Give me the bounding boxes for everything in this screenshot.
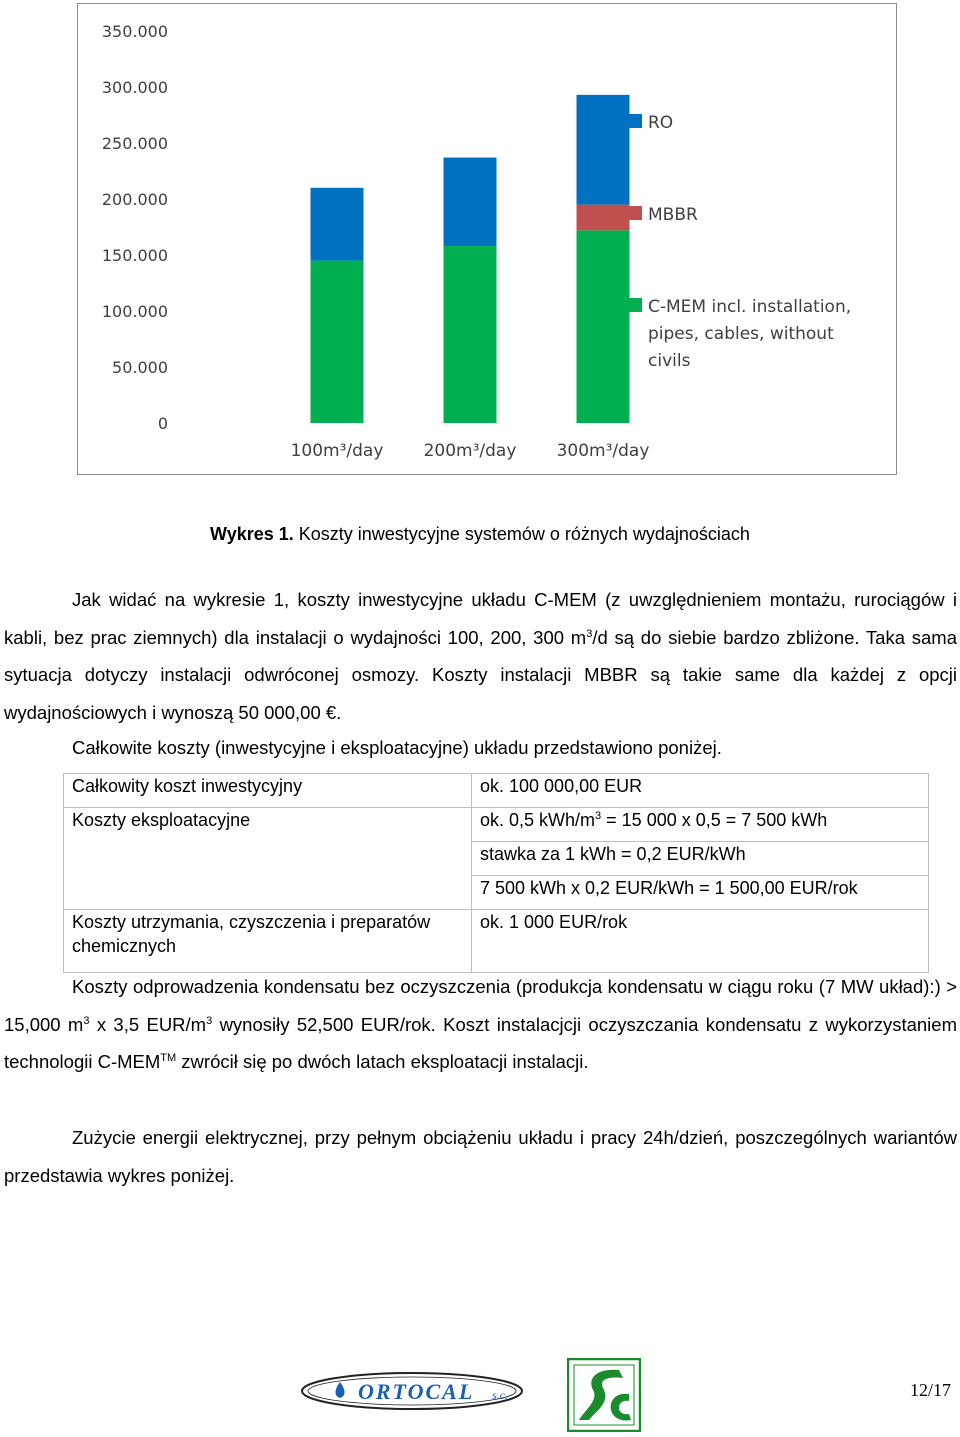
para3-text-b: x 3,5 EUR/m	[89, 1013, 207, 1035]
x-category-label: 200m³/day	[423, 441, 517, 461]
table-cell-label: Koszty utrzymania, czyszczenia i preparatów chemicznych	[64, 910, 472, 973]
table-cell-label: Koszty eksploatacyjne	[64, 808, 472, 842]
x-category-label: 300m³/day	[556, 441, 650, 461]
logo-text: ORTOCAL	[358, 1379, 475, 1404]
sfc-logo	[567, 1358, 641, 1437]
para4-text: Zużycie energii elektrycznej, przy pełnym obciążeniu układu i pracy 24h/dzień, poszczególnych wariantów przedstawia wykres poniżej.	[4, 1127, 957, 1186]
bar-segment	[577, 205, 630, 231]
bar-segment	[444, 246, 497, 423]
table-cell-value: 7 500 kWh x 0,2 EUR/kWh = 1 500,00 EUR/rok	[472, 876, 929, 910]
y-tick-label: 100.000	[101, 302, 168, 321]
bar-segment	[444, 158, 497, 246]
trademark-sup: TM	[160, 1051, 177, 1064]
table-cell-value: ok. 100 000,00 EUR	[472, 774, 929, 808]
table-row	[64, 910, 929, 973]
paragraph-condensate	[4, 968, 957, 1081]
legend-label: civils	[648, 351, 691, 371]
y-tick-label: 200.000	[101, 190, 168, 209]
table-cell-value: stawka za 1 kWh = 0,2 EUR/kWh	[472, 842, 929, 876]
para2-text: Całkowite koszty (inwestycyjne i eksploatacyjne) układu przedstawiono poniżej.	[72, 737, 722, 758]
costs-table	[63, 773, 929, 973]
paragraph-total-costs	[4, 729, 957, 767]
bar-segment	[577, 230, 630, 423]
r2-value-sup: 3	[595, 810, 602, 822]
para1-sup: 3	[586, 627, 593, 640]
sfc-logo-icon	[567, 1358, 641, 1432]
r2-value-a: ok. 0,5 kWh/m	[480, 810, 596, 830]
bar-segment	[311, 188, 364, 261]
bar-segment	[311, 261, 364, 423]
para3-text-a: Koszty odprowadzenia kondensatu bez oczyszczenia (produkcja kondensatu w ciągu roku (7 MW układ):) > 15,000 m	[4, 976, 957, 1035]
y-tick-label: 150.000	[101, 246, 168, 265]
table-cell-value: ok. 1 000 EUR/rok	[472, 910, 929, 973]
bar-segment	[577, 95, 630, 205]
legend-swatch	[628, 114, 642, 128]
paragraph-investment	[4, 581, 957, 731]
y-tick-label: 250.000	[101, 134, 168, 153]
table-cell-empty	[64, 842, 472, 876]
table-cell-label: Całkowity koszt inwestycyjny	[64, 774, 472, 808]
page-number: 12/17	[910, 1380, 952, 1400]
para3-text-c: wynosiły 52,500 EUR/rok. Koszt instalacjcji oczyszczania kondensatu z wykorzystaniem technologii C-MEM	[4, 1013, 957, 1072]
logo-suffix: s.c.	[492, 1388, 508, 1402]
para3-sup1: 3	[83, 1014, 90, 1027]
y-tick-label: 0	[157, 414, 168, 433]
investment-cost-chart	[77, 3, 897, 475]
table-row	[64, 774, 929, 808]
para3-text-d: zwrócił się po dwóch latach eksploatacji instalacji.	[176, 1051, 589, 1072]
paragraph-energy	[4, 1119, 957, 1194]
legend-label: C-MEM incl. installation,	[648, 297, 852, 317]
legend-swatch	[628, 206, 642, 220]
legend-label: pipes, cables, without	[648, 324, 834, 344]
caption-label: Wykres 1.	[210, 524, 294, 544]
table-cell-empty	[64, 876, 472, 910]
y-tick-label: 50.000	[112, 358, 168, 377]
ortocal-logo-icon	[300, 1370, 525, 1412]
para3-sup2: 3	[206, 1014, 213, 1027]
table-row	[64, 876, 929, 910]
figure-caption	[0, 524, 960, 545]
y-tick-label: 300.000	[101, 78, 168, 97]
para1-text-b: /d są do siebie bardzo zbliżone. Taka sama sytuacja dotyczy instalacji odwróconej osmozy. Koszty instalacji MBBR są takie same dla każdej z opcji wydajnościowych i wynoszą 50 000,00 €.	[4, 626, 957, 723]
chart-svg	[78, 4, 898, 476]
legend-label: RO	[648, 113, 674, 133]
table-row	[64, 808, 929, 842]
y-tick-label: 350.000	[101, 22, 168, 41]
para1-text-a: Jak widać na wykresie 1, koszty inwestycyjne układu C-MEM (z uwzględnieniem montażu, rurociągów i kabli, bez prac ziemnych) dla instalacji o wydajności 100, 200, 300 m	[4, 589, 957, 648]
ortocal-logo	[300, 1370, 525, 1417]
legend-swatch	[628, 298, 642, 312]
r2-value-b: = 15 000 x 0,5 = 7 500 kWh	[601, 810, 828, 830]
table-row	[64, 842, 929, 876]
table-cell-value	[472, 808, 929, 842]
x-category-label: 100m³/day	[290, 441, 384, 461]
legend-label: MBBR	[648, 205, 698, 225]
caption-text: Koszty inwestycyjne systemów o różnych wydajnościach	[293, 524, 750, 544]
